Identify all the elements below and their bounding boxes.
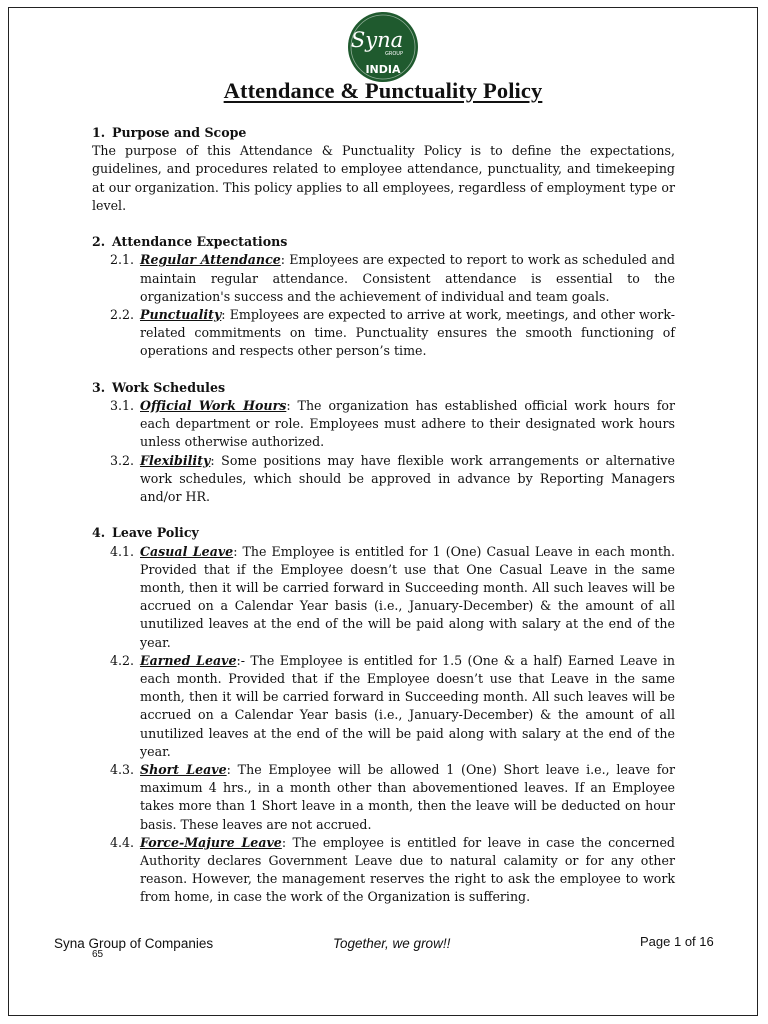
policy-item [92,306,675,361]
section-paragraph: The purpose of this Attendance & Punctuality Policy is to define the expectations, guidelines, and procedures related to employee attendance, punctuality, and timekeeping at our organization. This policy applies to all employees, regardless of employment type or level. [92,143,675,213]
policy-item [92,761,675,834]
item-text [140,251,675,306]
item-description: Some positions may have flexible work arrangements or alternative work schedules, which should be approved in advance by Reporting Managers and/or HR. [140,452,675,505]
item-text [140,834,675,907]
section-spacer [92,215,675,233]
item-number: 4.3. [110,762,135,778]
logo-small-text: GROUP [385,51,403,57]
item-term: Earned Leave [140,652,237,668]
document-page [8,7,758,1016]
item-separator: : [233,543,238,559]
item-separator: :- [236,652,245,668]
section-number: 3. [92,379,106,395]
item-text [140,652,675,761]
item-separator: : [210,452,215,468]
item-text [140,452,675,507]
item-term: Force-Majure Leave [140,834,282,850]
item-text [140,543,675,652]
item-term: Official Work Hours [140,398,287,414]
logo-band-text: INDIA [365,63,401,76]
syna-logo-icon [347,11,419,83]
item-description: Employees are expected to report to work as scheduled and maintain regular attendance. Consistent attendance is essential to the organization's success and the achievement of individual and team goals. [140,252,675,304]
section [92,379,675,506]
policy-item [92,452,675,507]
section-heading [92,524,675,542]
section-heading [92,233,675,251]
section-spacer [92,361,675,379]
item-text [140,761,675,834]
policy-item [92,251,675,306]
item-term: Flexibility [140,452,211,468]
item-description: The employee is entitled for leave in case the concerned Authority declares Government Leave due to natural calamity or for any other reason. However, the management reserves the right to ask the employee to work from home, in case the work of the Organization is suffering. [140,834,675,905]
item-number: 4.4. [110,834,135,850]
item-separator: : [221,307,226,323]
section-spacer [92,506,675,524]
item-number: 4.2. [110,652,135,668]
item-term: Regular Attendance [140,252,281,268]
item-text [140,306,675,361]
item-description: The Employee will be allowed 1 (One) Short leave i.e., leave for maximum 4 hrs., in a month other than abovementioned leaves. If an Employee takes more than 1 Short leave in a month, then the leave will be deducted on hour basis. These leaves are not accrued. [140,762,675,832]
section [92,233,675,360]
footer-company: Syna Group of Companies [54,936,214,951]
policy-item [92,834,675,907]
section-heading-text: Attendance Expectations [112,234,288,250]
item-term: Punctuality [140,307,222,323]
item-separator: : [286,398,291,414]
item-number: 2.2. [110,307,135,323]
footer-page-number: Page 1 of 16 [640,934,714,949]
section-heading [92,379,675,397]
item-description: The Employee is entitled for 1.5 (One & a half) Earned Leave in each month. Provided that if the Employee doesn’t use that Leave in the same month, then it will be carried forward in Succeeding month. All such leaves will be accrued on a Calendar Year basis (i.e., January-December) & the amount of all unutilized leaves at the end of the will be paid along with salary at the end of the year. [140,652,675,759]
item-description: The organization has established official work hours for each department or role. Employees must adhere to their designated work hours unless otherwise authorized. [140,398,675,450]
item-number: 3.1. [110,398,135,414]
item-term: Casual Leave [140,543,234,559]
item-text [140,397,675,452]
section-heading-text: Leave Policy [112,525,199,541]
item-description: The Employee is entitled for 1 (One) Casual Leave in each month. Provided that if the Employee doesn’t use that One Casual Leave in the same month, then it will be carried forward in Succeeding month. All such leaves will be accrued on a Calendar Year basis (i.e., January-December) & the amount of all unutilized leaves at the end of the will be paid along with salary at the end of the year. [140,543,675,650]
item-term: Short Leave [140,762,227,778]
item-number: 2.1. [110,252,135,268]
section-number: 2. [92,234,106,250]
document-title: Attendance & Punctuality Policy [223,78,543,103]
section-heading-text: Work Schedules [112,379,226,395]
document-body [92,124,675,907]
section [92,124,675,215]
footer-stray-number: 65 [92,949,104,960]
policy-item [92,397,675,452]
section-number: 1. [92,125,106,140]
section-heading [92,124,675,142]
item-number: 3.2. [110,452,135,468]
logo-script-text: Syna [350,28,404,52]
item-separator: : [280,252,286,268]
section-heading-text: Purpose and Scope [112,125,247,140]
item-separator: : [281,834,287,850]
section-number: 4. [92,525,106,541]
item-separator: : [226,762,231,778]
policy-item [92,543,675,652]
policy-item [92,652,675,761]
footer-tagline: Together, we grow!! [333,936,451,951]
item-description: Employees are expected to arrive at work, meetings, and other work-related commitments on time. Punctuality ensures the smooth functioning of operations and respects other person’s time. [140,307,675,359]
section [92,524,675,906]
item-number: 4.1. [110,543,135,559]
company-logo [347,11,419,83]
